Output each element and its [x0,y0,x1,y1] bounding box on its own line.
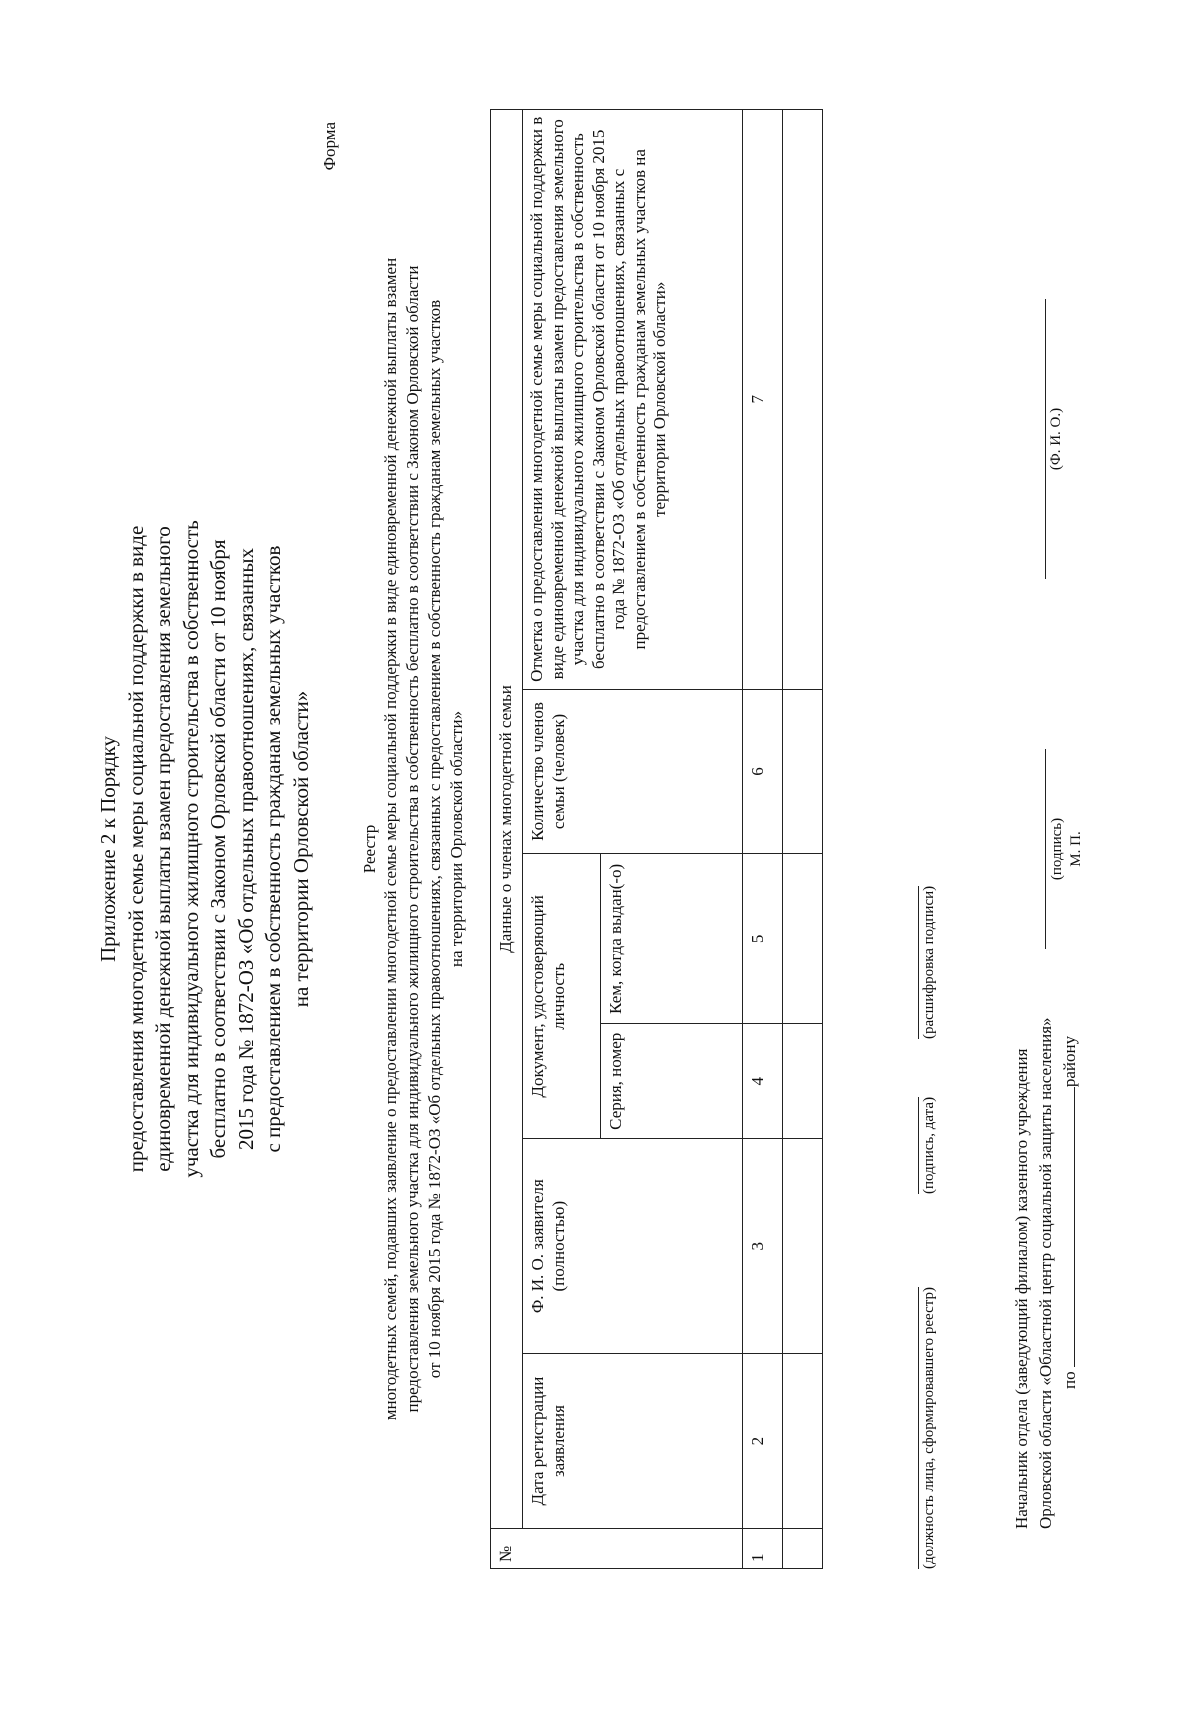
table-cell [783,1529,823,1569]
table-header-row [523,110,601,1569]
form-label: Форма [320,122,339,171]
sign-date-label: (подпись, дата) [918,1097,938,1194]
table-cell: 1 [743,1529,783,1569]
signature-line [918,669,940,1569]
reestr-line: многодетных семей, подавших заявление о предоставлении многодетной семье меры социальной поддержки в виде единовременной денежной выплаты взамен [381,257,400,1421]
fio-header: Ф. И. О. заявителя (полностью) [523,1139,743,1354]
heading-line: предоставления многодетной семье меры социальной поддержки в виде [123,525,148,1173]
heading-line: с предоставлением в собственность гражданам земельных участков [261,545,285,1153]
table-cell: 3 [743,1139,783,1354]
table-cell: 4 [743,1024,783,1139]
table-cell [783,689,823,854]
footer-line: Орловской области «Областной центр социальной защиты населения» [1036,1017,1055,1529]
footer-block [1010,1017,1082,1529]
table-cell: 7 [743,110,783,690]
footer-line: Начальник отдела (заведующий филиалом) казенного учреждения [1012,1048,1031,1529]
footer-rayon-row [1058,1017,1082,1529]
heading-line: на территории Орловской области» [288,690,313,1008]
heading-line: 2015 года № 1872-ОЗ «Об отдельных правоотношениях, связанных [233,548,258,1151]
table-cell: 6 [743,689,783,854]
issued-header: Кем, когда выдан(-о) [601,854,743,1024]
footer-po: по [1060,1371,1079,1389]
table-cell: 2 [743,1354,783,1529]
table-cell [783,110,823,690]
num-header: № [491,1529,743,1569]
family-data-header: Данные о членах многодетной семьи [491,110,523,1529]
mp-label: М. П. [1068,831,1084,867]
table-row [743,110,783,1569]
reestr-line: предоставления земельного участка для индивидуального жилищного строительства в собственность бесплатно в соответствии с Законом Орловской области [403,265,422,1413]
podpis-label: (подпись) [1049,817,1065,881]
table-cell [783,1139,823,1354]
table-header-row [491,110,523,1569]
table-row-empty [783,110,823,1569]
series-header: Серия, номер [601,1024,743,1139]
footer-rayon: району [1060,1035,1079,1088]
mark-header: Отметка о предоставлении многодетной семье меры социальной поддержки в виде единовременной денежной выплаты взамен предоставления земельного участка для индивидуального жилищного строительства в собственность бесплатно в соответствии с Законом Орловской области от 10 ноября 2015 года № 1872-ОЗ «Об отдельных правоотношениях, связанных с предоставлением в собственность гражданам земельных участков на территории Орловской области» [523,110,743,690]
podpis-block [1045,749,1086,949]
heading-line: бесплатно в соответствии с Законом Орловской области от 10 ноября [206,539,230,1159]
heading-line: участка для индивидуального жилищного строительства в собственность [178,520,203,1178]
table-cell [783,854,823,1024]
table-cell: 5 [743,854,783,1024]
rayon-blank-line [1059,1087,1075,1367]
table-cell [783,1354,823,1529]
count-header: Количество членов семьи (человек) [523,689,743,854]
reestr-line: от 10 ноября 2015 года № 1872-ОЗ «Об отдельных правоотношениях, связанных с предоставлением в собственность гражданам земельных участков [425,299,444,1379]
reestr-title: Реестр [360,824,379,874]
heading-line: единовременной денежной выплаты взамен предоставления земельного [151,526,175,1172]
table-cell [783,1024,823,1139]
decoding-label: (расшифровка подписи) [918,886,938,1039]
date-header: Дата регистрации заявления [523,1354,743,1529]
appendix-heading [95,89,315,1609]
registry-table [490,109,823,1569]
reestr-description [380,109,468,1569]
fio-label: (Ф. И. О.) [1045,299,1065,579]
heading-line: Приложение 2 к Порядку [96,735,120,963]
document-header: Документ, удостоверяющий личность [523,854,601,1139]
position-label: (должность лица, сформировавшего реестр) [918,1287,938,1569]
reestr-line: на территории Орловской области» [447,710,466,968]
